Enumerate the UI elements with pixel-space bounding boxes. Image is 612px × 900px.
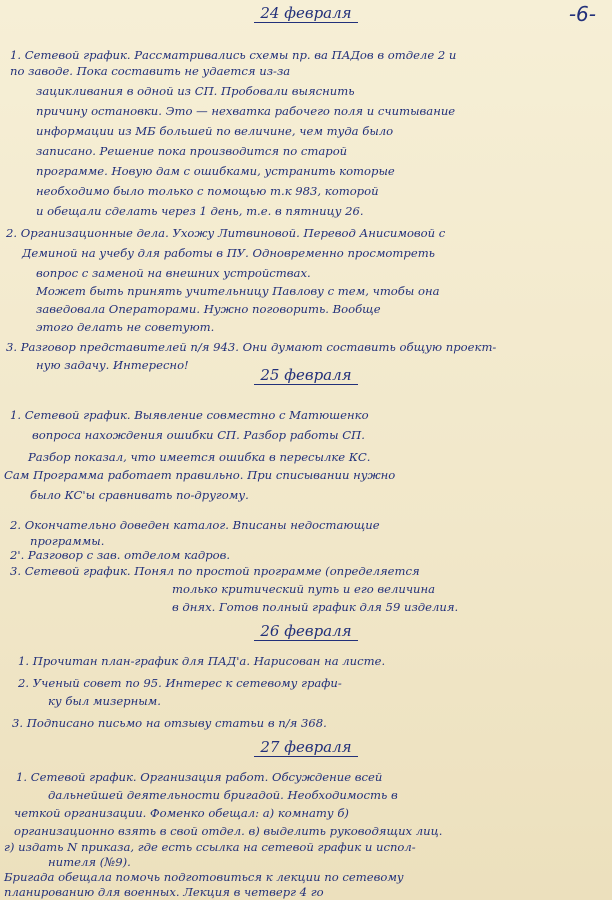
entry-line: г) издать N приказа, где есть ссылка на сетевой график и испол- xyxy=(4,840,416,854)
entry-line: только критический путь и его величина xyxy=(172,582,436,596)
entry-line: Сам Программа работает правильно. При списывании нужно xyxy=(4,468,396,482)
entry-line: организационно взять в свой отдел. в) выделить руководящих лиц. xyxy=(14,824,443,838)
entry-date xyxy=(0,738,612,756)
entry-line: 1. Сетевой график. Организация работ. Обсуждение всей xyxy=(16,770,383,784)
entry-line: Бригада обещала помочь подготовиться к лекции по сетевому xyxy=(4,870,404,884)
entry-line: в днях. Готов полный график для 59 изделия. xyxy=(172,600,459,614)
entry-line: 1. Сетевой график. Выявление совместно с Матюшенко xyxy=(10,408,369,422)
entry-line: 3. Сетевой график. Понял по простой программе (определяется xyxy=(10,564,420,578)
entry-line: зацикливания в одной из СП. Пробовали выяснить xyxy=(36,84,355,98)
entry-line: 2. Окончательно доведен каталог. Вписаны недостающие xyxy=(10,518,380,532)
entry-line: дальнейшей деятельности бригадой. Необходимость в xyxy=(48,788,398,802)
entry-line: Деминой на учебу для работы в ПУ. Одновременно просмотреть xyxy=(22,246,435,260)
entry-line: заведовала Операторами. Нужно поговорить. Вообще xyxy=(36,302,381,316)
entry-line: было КС'ы сравнивать по-другому. xyxy=(30,488,249,502)
entry-line: и обещали сделать через 1 день, т.е. в пятницу 26. xyxy=(36,204,364,218)
entry-line: 2. Организационные дела. Ухожу Литвиновой. Перевод Анисимовой с xyxy=(6,226,446,240)
entry-date-text: 26 февраля xyxy=(254,622,357,641)
entry-line: ку был мизерным. xyxy=(48,694,161,708)
entry-line: по заводе. Пока составить не удается из-за xyxy=(10,64,291,78)
entry-date xyxy=(0,4,612,22)
entry-line: программе. Новую дам с ошибками, устранить которые xyxy=(36,164,395,178)
entry-line: причину остановки. Это — нехватка рабочего поля и считывание xyxy=(36,104,456,118)
entry-line: нителя (№9). xyxy=(48,855,131,869)
entry-line: Может быть принять учительницу Павлову с тем, чтобы она xyxy=(36,284,440,298)
entry-line: необходимо было только с помощью т.к 983, которой xyxy=(36,184,379,198)
entry-line: записано. Решение пока производится по старой xyxy=(36,144,348,158)
entry-line: Разбор показал, что имеется ошибка в пересылке КС. xyxy=(28,450,371,464)
entry-line: 1. Сетевой график. Рассматривались схемы пр. ва ПАДов в отделе 2 и xyxy=(10,48,457,62)
entry-line: ную задачу. Интересно! xyxy=(36,358,189,372)
entry-date xyxy=(0,622,612,640)
entry-line: 3. Подписано письмо на отзыву статьи в п/я 368. xyxy=(12,716,327,730)
entry-line: информации из МБ большей по величине, чем туда было xyxy=(36,124,394,138)
entry-line: 2. Ученый совет по 95. Интерес к сетевому графи- xyxy=(18,676,342,690)
entry-line: этого делать не советуют. xyxy=(36,320,215,334)
entry-date-text: 25 февраля xyxy=(254,366,357,385)
entry-line: вопрос с заменой на внешних устройствах. xyxy=(36,266,311,280)
entry-line: 1. Прочитан план-график для ПАД'а. Нарисован на листе. xyxy=(18,654,386,668)
entry-line: планированию для военных. Лекция в четверг 4 го xyxy=(4,885,324,899)
entry-line: вопроса нахождения ошибки СП. Разбор работы СП. xyxy=(32,428,365,442)
entry-line: программы. xyxy=(30,534,105,548)
entry-date xyxy=(0,366,612,384)
entry-line: 2'. Разговор с зав. отделом кадров. xyxy=(10,548,231,562)
entry-date-text: 24 февраля xyxy=(254,4,357,23)
page-number: -6- xyxy=(568,2,596,26)
entry-line: четкой организации. Фоменко обещал: а) комнату б) xyxy=(14,806,349,820)
entry-line: 3. Разговор представителей п/я 943. Они думают составить общую проект- xyxy=(6,340,497,354)
entry-date-text: 27 февраля xyxy=(254,738,357,757)
